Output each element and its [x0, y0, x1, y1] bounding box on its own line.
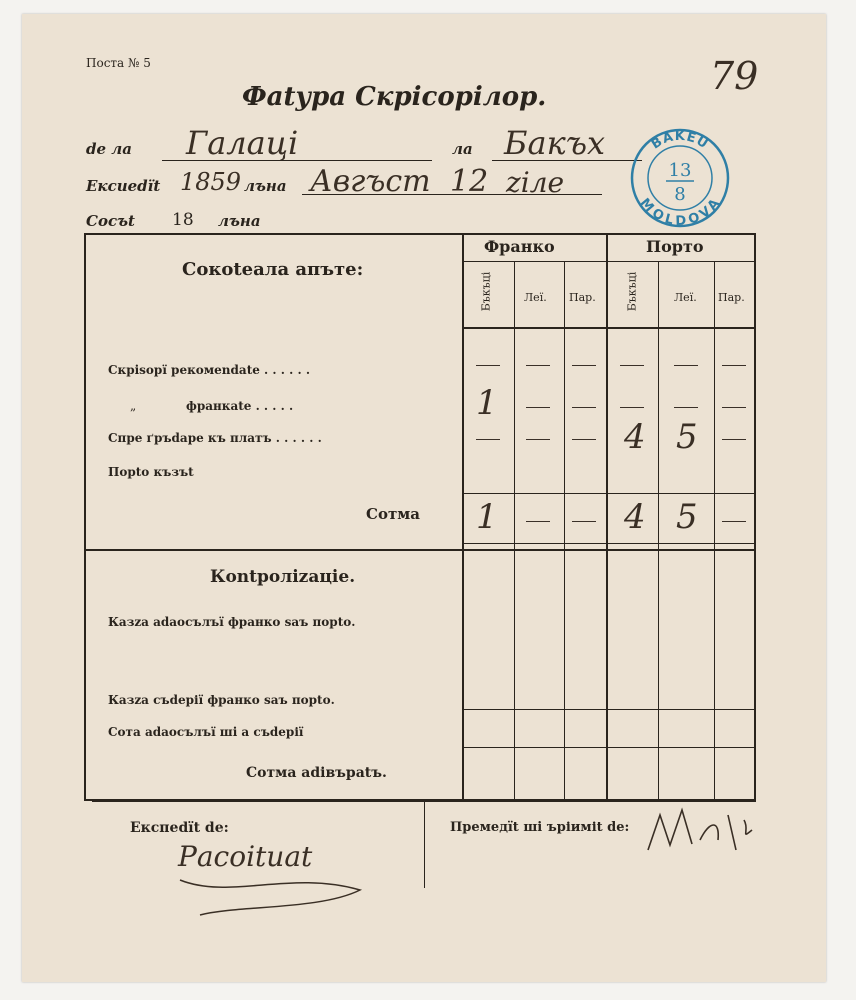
- empty-dash: [674, 407, 698, 408]
- row-franked: франкаtе . . . . .: [186, 399, 294, 413]
- empty-dash: [476, 365, 500, 366]
- col-par-franco: Пар.: [569, 291, 596, 304]
- stamp-top-text: BAKEU: [648, 128, 712, 153]
- date-underline: [302, 194, 602, 195]
- signature-flourish: [170, 860, 370, 920]
- control-row-added: Казzа adaoсълъї франко saъ порtо.: [108, 615, 356, 629]
- control-row-deducted: Казzа съdерії франко saъ порtо.: [108, 693, 335, 707]
- sum-rule-top: [462, 493, 754, 494]
- empty-dash: [722, 365, 746, 366]
- month-label: лъна: [244, 177, 287, 195]
- postmark-stamp: [628, 126, 732, 230]
- control-rule: [462, 709, 754, 710]
- col-divider: [658, 261, 659, 799]
- footer-divider: [424, 802, 425, 888]
- col-par-porto: Пар.: [718, 291, 745, 304]
- from-label: de ла: [86, 140, 132, 158]
- empty-dash: [722, 407, 746, 408]
- to-pay-porto-bucati: 4: [624, 417, 646, 457]
- empty-dash: [620, 365, 644, 366]
- empty-dash: [674, 365, 698, 366]
- arrived-label: Сосъt: [86, 212, 135, 230]
- control-true-sum: Сотма adiвъраtъ.: [246, 765, 387, 781]
- postage-table: [84, 233, 756, 801]
- arrived-day: 18: [172, 210, 194, 230]
- document-title: Фаtура Скрісорілор.: [242, 82, 547, 112]
- corner-mark: 79: [710, 54, 759, 98]
- subheader-rule: [462, 327, 754, 329]
- franked-franco-bucati: 1: [476, 383, 498, 423]
- from-underline: [162, 160, 432, 161]
- empty-dash: [572, 365, 596, 366]
- sum-porto-lei: 5: [676, 497, 698, 537]
- col-bucati-franco: Бъкъці: [479, 271, 493, 312]
- sum-rule-bottom: [462, 543, 754, 544]
- sum-porto-bucati: 4: [624, 497, 646, 537]
- row-porto-due: Порtо къзъt: [108, 465, 194, 479]
- header-rule: [462, 261, 754, 262]
- from-place: Галаці: [186, 124, 299, 162]
- empty-dash: [526, 439, 550, 440]
- control-row-sum: Сота adaoсълъї шi а съdерії: [108, 725, 304, 739]
- empty-dash: [526, 365, 550, 366]
- col-lei-franco: Леї.: [524, 291, 547, 304]
- stamp-bottom-text: MOLDOVA: [636, 195, 724, 229]
- section-control-title: Коntроліzаціе.: [210, 567, 356, 587]
- stamp-month: 8: [674, 184, 686, 205]
- empty-dash: [526, 521, 550, 522]
- expedited-label: Ексиеdїt: [86, 177, 161, 195]
- row-franked-prefix: „: [130, 399, 137, 413]
- empty-dash: [572, 407, 596, 408]
- days-label: zіле: [506, 166, 565, 199]
- arrived-month-label: лъна: [218, 212, 261, 230]
- col-divider: [514, 261, 515, 799]
- sent-by-label: Експеdїt de:: [130, 820, 229, 836]
- col-divider-porto: [606, 235, 608, 799]
- empty-dash: [722, 439, 746, 440]
- section-rule: [86, 549, 754, 551]
- col-divider-main: [462, 235, 464, 799]
- empty-dash: [572, 521, 596, 522]
- porto-header: Порто: [646, 237, 704, 256]
- control-rule: [462, 747, 754, 748]
- form-number: Поста № 5: [86, 56, 151, 70]
- row-registered: Скрisорї рекомеndatе . . . . . .: [108, 363, 311, 377]
- empty-dash: [620, 407, 644, 408]
- franco-header: Франко: [484, 237, 555, 256]
- col-lei-porto: Леї.: [674, 291, 697, 304]
- empty-dash: [722, 521, 746, 522]
- received-by-label: Премедїt шi ъріиміt de:: [450, 820, 630, 835]
- empty-dash: [526, 407, 550, 408]
- receiver-signature: [640, 800, 760, 860]
- sum-franco-bucati: 1: [476, 497, 498, 537]
- sender-signature: Расоіtиаt: [178, 840, 313, 873]
- col-bucati-porto: Бъкъці: [625, 271, 639, 312]
- to-label: ла: [452, 140, 473, 158]
- expedited-day: 12: [450, 164, 489, 199]
- section-summary-title: Сокоteала апътe:: [182, 259, 364, 280]
- to-place: Бакъх: [504, 124, 606, 162]
- expedited-month: Авгъст: [310, 164, 431, 199]
- expedited-year: 1859: [180, 168, 242, 196]
- row-to-pay: Спре ґръdаре къ платъ . . . . . .: [108, 431, 322, 445]
- empty-dash: [572, 439, 596, 440]
- to-pay-porto-lei: 5: [676, 417, 698, 457]
- sum-label: Сотма: [366, 505, 420, 523]
- col-divider: [714, 261, 715, 799]
- col-divider: [564, 261, 565, 799]
- stamp-day: 13: [668, 160, 692, 181]
- empty-dash: [476, 439, 500, 440]
- to-underline: [492, 160, 642, 161]
